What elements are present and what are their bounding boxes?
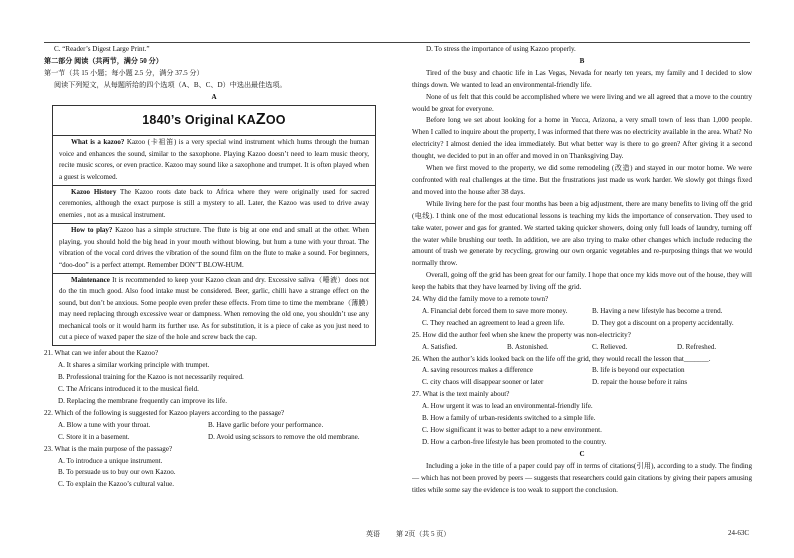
q22-options-row1 xyxy=(44,420,384,432)
ad-title-z: Z xyxy=(255,110,266,128)
q23-option-a: A. To introduce a unique instrument. xyxy=(58,456,163,465)
q23-option-c: C. To explain the Kazoo’s cultural value. xyxy=(58,480,174,489)
passage-b-paragraph: None of us felt that this could be accomplished where we were living and we all agreed that a move to the country would be great for everyone. xyxy=(412,92,752,113)
ad-title-post: OO xyxy=(265,112,286,127)
q24-option-d: D. They got a discount on a property accidentally. xyxy=(592,318,734,327)
passage-b-paragraph: When we first moved to the property, we did some remodeling (改造) and stayed in our motor home. We were confronted with real challenges at the time. But the frustrations just made us work harder. We slowly got things fixed and moved into the house after 38 days. xyxy=(412,164,752,196)
passage-letter-b: B xyxy=(579,56,585,65)
q26-option-a: A. saving resources makes a difference xyxy=(422,366,533,375)
ad-section-body: It is recommended to keep your Kazoo clean and dry. Excessive saliva（唾液）does not do the tin much good. Also food intake must be considered. Beer, garlic, chilli have a strange effect on the sound, but don’t be anxious. Some people even prefer these effects. From time to time the membrane（薄膜）may need replacing through excessive wear or dampness. When removing the old one, you shouldn’t use any mechanical tools or it would harm its further use. As for substitution, it is a piece of cake as you just need to cut a piece of waxed paper the size of the hole and screw back the cap. xyxy=(59,275,369,341)
ad-title xyxy=(53,106,375,136)
q21-option-d: D. Replacing the membrane frequently can improve its life. xyxy=(58,396,228,405)
q24-options-row1 xyxy=(412,306,752,318)
question-21: 21. What can we infer about the Kazoo? xyxy=(44,349,159,358)
instruction: 阅读下列短文，从每题所给的四个选项（A、B、C、D）中选出最佳选项。 xyxy=(54,80,287,89)
footer-page-number: 第 2页（共 5 页） xyxy=(396,530,451,538)
ad-title-pre: 1840’s Original KA xyxy=(142,112,256,127)
part-heading: 第二部分 阅读（共两节，满分 50 分） xyxy=(44,56,163,65)
left-column xyxy=(44,44,384,491)
passage-letter-a: A xyxy=(211,92,217,101)
prev-option-c: C. “Reader’s Digest Large Print.” xyxy=(54,45,150,53)
q27-option-a: A. How urgent it was to lead an environmental-friendly life. xyxy=(422,402,593,411)
ad-section-body: Kazoo (卡祖笛) is a very special wind instrument which hums through the human voice and enhances the sound, similar to the saxophone. Playing Kazoo doesn’t need to learn music theory, recite music scores, or even practice. Kazoo may sound like a saxophone and trumpet. It is often played when a guest is welcomed. xyxy=(59,138,369,181)
question-22: 22. Which of the following is suggested for Kazoo players according to the passage? xyxy=(44,408,285,417)
q26-options-row1 xyxy=(412,365,752,377)
q27-option-b: B. How a family of urban-residents switched to a simple life. xyxy=(422,414,596,423)
q25-option-a: A. Satisfied. xyxy=(422,342,458,351)
ad-section-heading: What is a kazoo? xyxy=(71,138,125,147)
section-heading: 第一节（共 15 小题；每小题 2.5 分，满分 37.5 分） xyxy=(44,68,204,77)
ad-section-what xyxy=(53,135,375,185)
q24-options-row2 xyxy=(412,318,752,330)
q22-option-b: B. Have garlic before your performance. xyxy=(208,420,324,429)
kazoo-ad-box xyxy=(52,105,376,347)
top-rule xyxy=(44,42,750,43)
q25-options xyxy=(412,342,752,354)
question-26: 26. When the author’s kids looked back on the life off the grid, they would recall the lesson that_______. xyxy=(412,354,711,363)
q26-option-c: C. city chaos will disappear sooner or later xyxy=(422,378,544,387)
q27-option-c: C. How significant it was to better adapt to a new environment. xyxy=(422,426,602,434)
q24-option-c: C. They reached an agreement to lead a green life. xyxy=(422,318,565,327)
passage-b-paragraph: While living here for the past four months has been a big adjustment, there are many benefits to living off the grid (电线). I think one of the most educational lessons is teaching my kids the importance of conservation. They used to take water, power and gas for granted. We started taking quicker showers, doing only full loads of laundry, turning off the water while brushing our teeth. In addition, we are also trying to make other changes which include reducing the amount of trash we generate by recycling, growing our own organic vegetables and re-purposing things that we would normally throw. xyxy=(412,199,752,268)
footer-subject: 英语 xyxy=(366,530,380,538)
q25-option-c: C. Relieved. xyxy=(592,342,628,351)
q26-option-d: D. repair the house before it rains xyxy=(592,378,688,387)
q27-option-d: D. How a carbon-free lifestyle has been promoted to the country. xyxy=(422,437,607,446)
ad-section-heading: Maintenance xyxy=(71,275,110,284)
question-24: 24. Why did the family move to a remote town? xyxy=(412,295,549,304)
question-27: 27. What is the text mainly about? xyxy=(412,390,510,399)
q23-option-b: B. To persuade us to buy our own Kazoo. xyxy=(58,468,176,477)
passage-b-paragraph: Tired of the busy and chaotic life in Las Vegas, Nevada for nearly ten years, my family and I decided to slow things down. We wanted to lead an environmental-friendly life. xyxy=(412,68,752,89)
passage-b-paragraph: Before long we set about looking for a home in Yucca, Arizona, a very small town of less than 1,000 people. When I called to inquire about the property, I was informed that there was no electricity available in the area. What? No electricity? I almost denied the idea immediately. But what better way is there to go green? After giving it a second thought, we decided to put in an offer and moved in on Thanksgiving Day. xyxy=(412,116,752,161)
ad-section-how-to-play xyxy=(53,223,375,273)
footer-code: 24-63C xyxy=(728,529,749,537)
question-25: 25. How did the author feel when she knew the property was non-electricity? xyxy=(412,330,631,339)
passage-c-paragraph: Including a joke in the title of a paper could pay off in terms of citations(引用), according to a study. The finding — which has not been proved by peers — suggests that researchers could gain citations by giving their papers amusing titles while some say the evidence is too weak to support the conclusion. xyxy=(412,461,752,494)
q22-options-row2 xyxy=(44,432,384,444)
q25-option-d: D. Refreshed. xyxy=(677,342,717,351)
q21-option-a: A. It shares a similar working principle with trumpet. xyxy=(58,361,210,370)
q26-options-row2 xyxy=(412,377,752,389)
ad-section-history xyxy=(53,185,375,223)
q23-option-d: D. To stress the importance of using Kazoo properly. xyxy=(426,45,576,53)
right-column xyxy=(412,44,752,496)
ad-section-body: Kazoo has a simple structure. The flute is big at one end and small at the other. When playing, you should hold the big head in your mouth without blowing, but hum a tune with your throat. The vibration of the vocal cord drives the vibration of the sound film on the flute to make a sound. For beginners, “doo-doo” is a perfect attempt. Remember DON’T BLOW-HUM. xyxy=(59,226,370,269)
q22-option-c: C. Store it in a basement. xyxy=(58,432,130,441)
q22-option-d: D. Avoid using scissors to remove the old membrane. xyxy=(208,432,360,441)
q24-option-b: B. Having a new lifestyle has become a trend. xyxy=(592,306,723,315)
ad-section-heading: Kazoo History xyxy=(71,188,117,197)
passage-letter-c: C xyxy=(579,449,585,458)
q21-option-b: B. Professional training for the Kazoo is not necessarily required. xyxy=(58,373,244,382)
q24-option-a: A. Financial debt forced them to save more money. xyxy=(422,306,568,315)
q21-option-c: C. The Africans introduced it to the musical field. xyxy=(58,385,199,394)
ad-section-body: The Kazoo roots date back to Africa where they were originally used for sacred ceremonies, although the exact purpose is still a mystery to all. Later, the Kazoo was used to drive away enemies , not as a musical instrument. xyxy=(59,188,369,219)
question-23: 23. What is the main purpose of the passage? xyxy=(44,444,173,453)
passage-b-paragraph: Overall, going off the grid has been great for our family. I hope that once my kids move out of the house, they will keep the habits that they have learned by living off the grid. xyxy=(412,271,752,292)
q26-option-b: B. life is beyond our expectation xyxy=(592,366,685,375)
ad-section-maintenance xyxy=(53,273,375,345)
ad-section-heading: How to play? xyxy=(71,226,113,235)
q25-option-b: B. Astonished. xyxy=(507,342,549,351)
q22-option-a: A. Blow a tune with your throat. xyxy=(58,420,151,429)
